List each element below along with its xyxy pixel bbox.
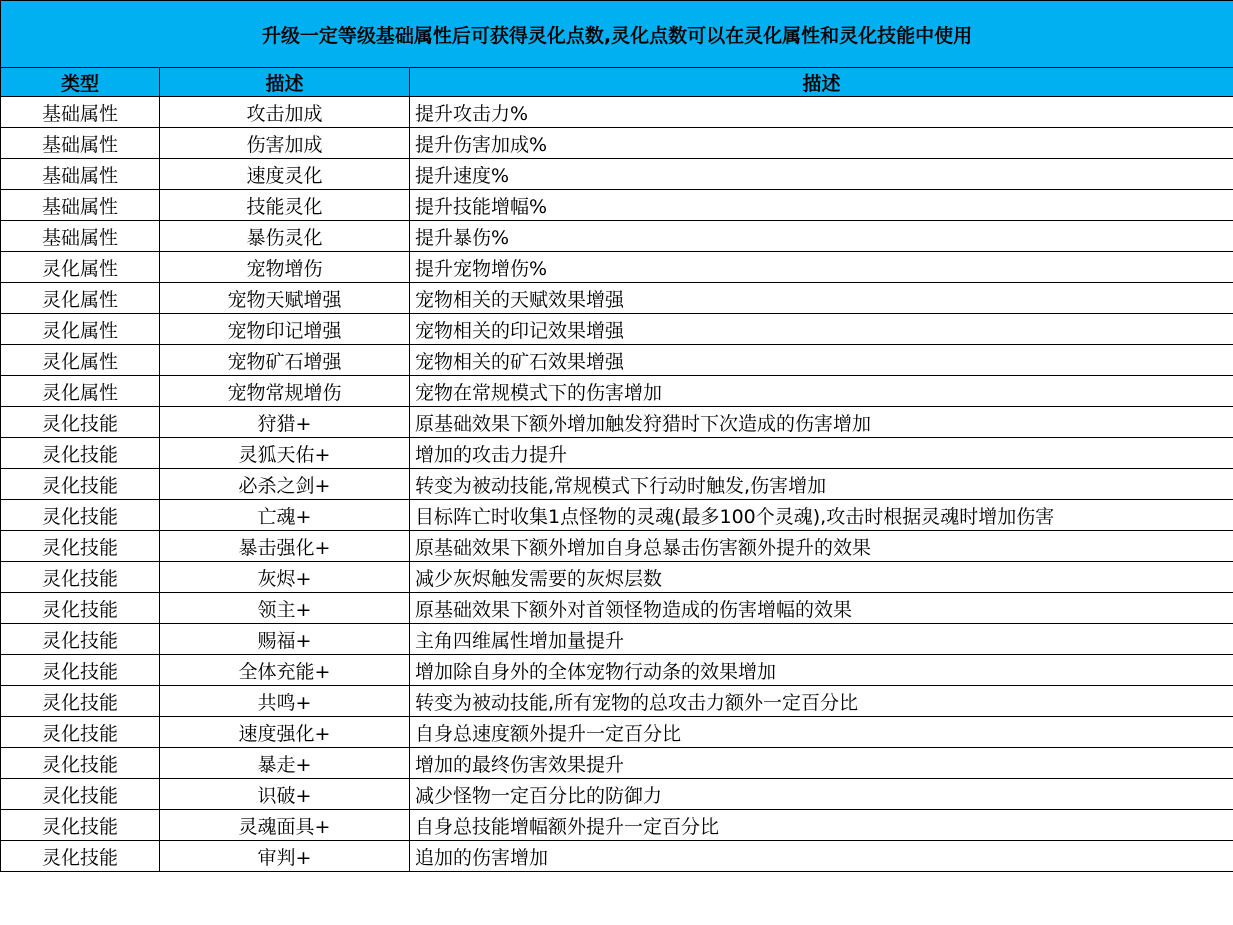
cell-type: 灵化属性 <box>1 252 160 283</box>
cell-name: 宠物增伤 <box>160 252 410 283</box>
table-row <box>1 438 1233 469</box>
cell-name: 速度灵化 <box>160 159 410 190</box>
cell-type: 灵化技能 <box>1 841 160 872</box>
cell-type: 灵化属性 <box>1 345 160 376</box>
cell-type: 灵化技能 <box>1 655 160 686</box>
cell-name: 灰烬+ <box>160 562 410 593</box>
table-row <box>1 531 1233 562</box>
cell-type: 灵化技能 <box>1 531 160 562</box>
table-row <box>1 593 1233 624</box>
cell-desc: 宠物相关的矿石效果增强 <box>410 345 1233 376</box>
table-row <box>1 283 1233 314</box>
cell-desc: 原基础效果下额外增加触发狩猎时下次造成的伤害增加 <box>410 407 1233 438</box>
table-row <box>1 159 1233 190</box>
cell-desc: 宠物相关的天赋效果增强 <box>410 283 1233 314</box>
cell-desc: 自身总速度额外提升一定百分比 <box>410 717 1233 748</box>
cell-desc: 提升宠物增伤% <box>410 252 1233 283</box>
header-row <box>1 68 1233 97</box>
cell-desc: 增加的攻击力提升 <box>410 438 1233 469</box>
cell-type: 灵化技能 <box>1 779 160 810</box>
cell-name: 宠物印记增强 <box>160 314 410 345</box>
table-row <box>1 190 1233 221</box>
table-row <box>1 97 1233 128</box>
cell-name: 必杀之剑+ <box>160 469 410 500</box>
table-row <box>1 252 1233 283</box>
header-name: 描述 <box>160 68 410 97</box>
cell-name: 宠物天赋增强 <box>160 283 410 314</box>
cell-type: 基础属性 <box>1 190 160 221</box>
cell-type: 灵化技能 <box>1 407 160 438</box>
cell-desc: 减少灰烬触发需要的灰烬层数 <box>410 562 1233 593</box>
cell-name: 领主+ <box>160 593 410 624</box>
cell-desc: 原基础效果下额外增加自身总暴击伤害额外提升的效果 <box>410 531 1233 562</box>
cell-desc: 追加的伤害增加 <box>410 841 1233 872</box>
cell-type: 灵化技能 <box>1 562 160 593</box>
cell-type: 灵化技能 <box>1 593 160 624</box>
table-row <box>1 376 1233 407</box>
table-row <box>1 717 1233 748</box>
cell-desc: 提升攻击力% <box>410 97 1233 128</box>
table-row <box>1 469 1233 500</box>
cell-desc: 提升暴伤% <box>410 221 1233 252</box>
cell-name: 技能灵化 <box>160 190 410 221</box>
table-row <box>1 407 1233 438</box>
cell-type: 灵化属性 <box>1 376 160 407</box>
cell-name: 审判+ <box>160 841 410 872</box>
cell-name: 伤害加成 <box>160 128 410 159</box>
table-row <box>1 655 1233 686</box>
cell-type: 基础属性 <box>1 128 160 159</box>
table-row <box>1 314 1233 345</box>
cell-name: 灵狐天佑+ <box>160 438 410 469</box>
title-row <box>1 1 1233 68</box>
cell-name: 攻击加成 <box>160 97 410 128</box>
cell-type: 灵化技能 <box>1 624 160 655</box>
cell-type: 灵化技能 <box>1 810 160 841</box>
cell-name: 暴走+ <box>160 748 410 779</box>
cell-type: 基础属性 <box>1 97 160 128</box>
header-desc: 描述 <box>410 68 1233 97</box>
table-row <box>1 686 1233 717</box>
cell-name: 速度强化+ <box>160 717 410 748</box>
cell-desc: 提升伤害加成% <box>410 128 1233 159</box>
cell-name: 赐福+ <box>160 624 410 655</box>
table-row <box>1 562 1233 593</box>
cell-desc: 宠物相关的印记效果增强 <box>410 314 1233 345</box>
cell-type: 灵化技能 <box>1 717 160 748</box>
cell-name: 宠物常规增伤 <box>160 376 410 407</box>
cell-desc: 增加除自身外的全体宠物行动条的效果增加 <box>410 655 1233 686</box>
cell-desc: 提升速度% <box>410 159 1233 190</box>
cell-desc: 原基础效果下额外对首领怪物造成的伤害增幅的效果 <box>410 593 1233 624</box>
header-type: 类型 <box>1 68 160 97</box>
cell-desc: 自身总技能增幅额外提升一定百分比 <box>410 810 1233 841</box>
cell-name: 亡魂+ <box>160 500 410 531</box>
cell-desc: 减少怪物一定百分比的防御力 <box>410 779 1233 810</box>
table-body <box>1 97 1233 872</box>
cell-name: 灵魂面具+ <box>160 810 410 841</box>
cell-type: 灵化技能 <box>1 469 160 500</box>
cell-name: 暴伤灵化 <box>160 221 410 252</box>
table-row <box>1 624 1233 655</box>
cell-desc: 增加的最终伤害效果提升 <box>410 748 1233 779</box>
cell-name: 全体充能+ <box>160 655 410 686</box>
table-title: 升级一定等级基础属性后可获得灵化点数,灵化点数可以在灵化属性和灵化技能中使用 <box>1 1 1233 68</box>
cell-type: 基础属性 <box>1 159 160 190</box>
cell-type: 灵化技能 <box>1 748 160 779</box>
table-row <box>1 810 1233 841</box>
cell-desc: 转变为被动技能,所有宠物的总攻击力额外一定百分比 <box>410 686 1233 717</box>
table-row <box>1 221 1233 252</box>
table-row <box>1 128 1233 159</box>
table-row <box>1 779 1233 810</box>
cell-desc: 转变为被动技能,常规模式下行动时触发,伤害增加 <box>410 469 1233 500</box>
table-row <box>1 345 1233 376</box>
cell-type: 灵化属性 <box>1 283 160 314</box>
cell-type: 灵化技能 <box>1 686 160 717</box>
cell-name: 宠物矿石增强 <box>160 345 410 376</box>
cell-name: 暴击强化+ <box>160 531 410 562</box>
cell-type: 灵化属性 <box>1 314 160 345</box>
cell-desc: 提升技能增幅% <box>410 190 1233 221</box>
cell-desc: 主角四维属性增加量提升 <box>410 624 1233 655</box>
cell-type: 灵化技能 <box>1 438 160 469</box>
cell-name: 狩猎+ <box>160 407 410 438</box>
table-row <box>1 841 1233 872</box>
cell-name: 共鸣+ <box>160 686 410 717</box>
table-row <box>1 748 1233 779</box>
cell-type: 灵化技能 <box>1 500 160 531</box>
cell-desc: 目标阵亡时收集1点怪物的灵魂(最多100个灵魂),攻击时根据灵魂时增加伤害 <box>410 500 1233 531</box>
cell-type: 基础属性 <box>1 221 160 252</box>
cell-name: 识破+ <box>160 779 410 810</box>
cell-desc: 宠物在常规模式下的伤害增加 <box>410 376 1233 407</box>
table-row <box>1 500 1233 531</box>
